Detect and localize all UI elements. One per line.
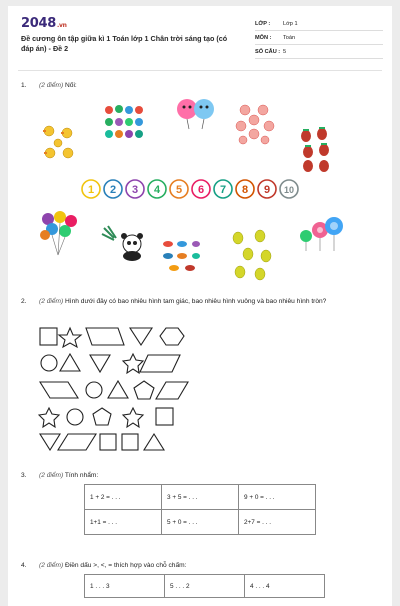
table-row [85, 575, 325, 598]
balloon-faces-image [174, 96, 218, 130]
table-cell: 1+1 = . . . [85, 510, 162, 535]
number-label: 6 [197, 184, 205, 196]
number-label: 10 [283, 185, 295, 195]
table-cell: 1 + 2 = . . . [85, 485, 162, 510]
panda-image [100, 224, 150, 262]
question-2: 2. (2 điểm) Hình dưới đây có bao nhiêu hình tam giác, bao nhiêu hình vuông và bao nhiêu hình tròn? [21, 298, 327, 305]
compare-table [84, 574, 325, 598]
lollipops-image [296, 210, 346, 252]
question-4: 4. (2 điểm) Điền dấu >, <, = thích hợp vào chỗ chấm: [21, 562, 187, 569]
number-label: 4 [153, 184, 161, 196]
table-cell: 2+7 = . . . [239, 510, 316, 535]
question-1: 1. (2 điểm) Nối: [21, 82, 77, 89]
strawberries-image [298, 126, 338, 174]
fish-image [160, 238, 202, 274]
balloons-image [38, 209, 80, 257]
colored-balls-image [103, 104, 145, 144]
pears-image [230, 228, 276, 282]
meta-row-grade: LỚP : Lớp 1 [255, 17, 383, 31]
meta-row-subject: MÔN : Toán [255, 31, 383, 45]
flowers-image [233, 102, 279, 146]
table-cell: 5 + 0 = . . . [162, 510, 239, 535]
number-label: 2 [109, 184, 117, 196]
table-cell: 5 . . . 2 [165, 575, 245, 598]
mental-math-table [84, 484, 316, 535]
number-label: 1 [87, 184, 95, 196]
table-cell: 9 + 0 = . . . [239, 485, 316, 510]
number-label: 3 [131, 184, 139, 196]
table-cell: 1 . . . 3 [85, 575, 165, 598]
number-label: 9 [263, 184, 271, 196]
document-title: Đề cương ôn tập giữa kì 1 Toán lớp 1 Chân trời sáng tạo (có đáp án) - Đề 2 [21, 34, 228, 53]
meta-info [255, 17, 383, 59]
number-label: 7 [219, 184, 227, 196]
site-logo[interactable]: 2048.vn [21, 16, 67, 31]
question-3: 3. (2 điểm) Tính nhẩm: [21, 472, 99, 479]
worksheet-page [8, 6, 392, 606]
ducklings-image [40, 121, 80, 166]
shapes-figure [38, 326, 198, 451]
table-row [85, 485, 316, 510]
meta-row-count: SỐ CÂU : 5 [255, 45, 383, 59]
table-cell: 3 + 5 = . . . [162, 485, 239, 510]
number-label: 5 [175, 184, 183, 196]
number-label: 8 [241, 184, 249, 196]
table-cell: 4 . . . 4 [245, 575, 325, 598]
table-row [85, 510, 316, 535]
number-circles-row [80, 179, 302, 199]
header-divider [18, 70, 382, 71]
